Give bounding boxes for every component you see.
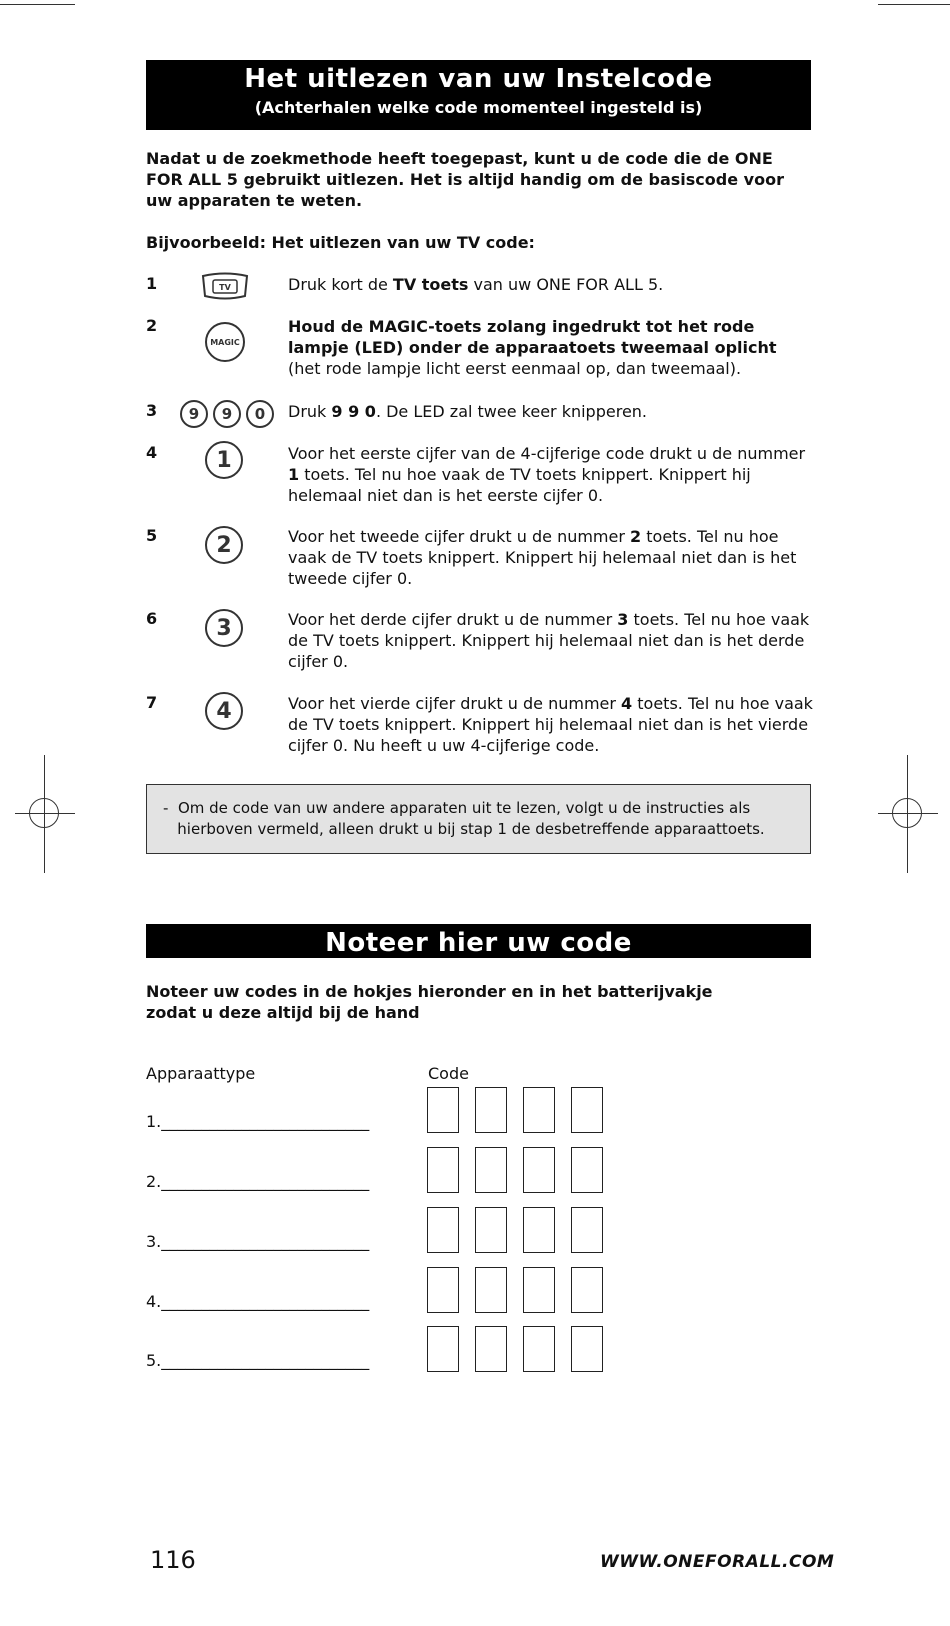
step-text: Houd de MAGIC-toets zolang ingedrukt tot het rode lampje (LED) onder de apparaatoets tweemaal oplicht (het rode lampje licht eerst eenmaal op, dan tweemaal). — [288, 317, 777, 378]
step-text: Voor het vierde cijfer drukt u de nummer 4 toets. Tel nu hoe vaak de TV toets knippert. Knippert hij helemaal niet dan is het vierde cijfer 0. Nu heeft u uw 4-cijferige code. — [288, 694, 813, 755]
digit-3-button-icon: 3 — [205, 609, 243, 647]
device-line: 3.__________________________ — [146, 1232, 370, 1251]
step-text: Voor het eerste cijfer van de 4-cijferige code drukt u de nummer 1 toets. Tel nu hoe vaak de TV toets knippert. Knippert hij helemaal niet dan is het eerste cijfer 0. — [288, 444, 806, 505]
code-digit-box[interactable] — [475, 1087, 507, 1133]
step-number: 2 — [146, 316, 158, 335]
example-heading: Bijvoorbeeld: Het uitlezen van uw TV code: — [146, 233, 535, 252]
step-number: 3 — [146, 401, 158, 420]
registration-circle — [29, 798, 59, 828]
page-number: 116 — [150, 1546, 196, 1574]
section-header — [146, 60, 811, 130]
device-type-heading: Apparaattype — [146, 1064, 256, 1083]
step-number: 6 — [146, 609, 158, 628]
code-heading: Code — [428, 1064, 469, 1083]
record-intro: Noteer uw codes in de hokjes hieronder en in het batterijvakje zodat u deze altijd bij de hand — [146, 982, 713, 1022]
digit-9-button-icon: 9 — [180, 400, 208, 428]
code-digit-box[interactable] — [475, 1326, 507, 1372]
device-line: 4.__________________________ — [146, 1292, 370, 1311]
crop-mark — [0, 4, 75, 5]
step-number: 7 — [146, 693, 158, 712]
digit-2-button-icon: 2 — [205, 526, 243, 564]
code-digit-box[interactable] — [427, 1207, 459, 1253]
digit-9-button-icon: 9 — [213, 400, 241, 428]
section-subtitle: (Achterhalen welke code momenteel ingesteld is) — [254, 98, 703, 117]
code-digit-box[interactable] — [475, 1147, 507, 1193]
code-digit-box[interactable] — [571, 1087, 603, 1133]
crop-mark — [878, 4, 950, 5]
digit-4-button-icon: 4 — [205, 692, 243, 730]
section-header — [146, 924, 811, 958]
code-digit-box[interactable] — [571, 1207, 603, 1253]
step-number: 5 — [146, 526, 158, 545]
device-line: 1.__________________________ — [146, 1112, 370, 1131]
intro-paragraph: Nadat u de zoekmethode heeft toegepast, kunt u de code die de ONE FOR ALL 5 gebruikt uitlezen. Het is altijd handig om de basiscode voor uw apparaten te weten. — [146, 149, 784, 210]
step-text: Voor het tweede cijfer drukt u de nummer 2 toets. Tel nu hoe vaak de TV toets knippert. Knippert hij helemaal niet dan is het tweede cijfer 0. — [288, 527, 797, 588]
section-title: Het uitlezen van uw Instelcode — [244, 64, 713, 94]
tv-button-icon — [200, 272, 250, 300]
code-digit-box[interactable] — [571, 1267, 603, 1313]
device-line: 5.__________________________ — [146, 1351, 370, 1370]
code-digit-box[interactable] — [571, 1326, 603, 1372]
code-digit-box[interactable] — [475, 1267, 507, 1313]
code-digit-box[interactable] — [523, 1267, 555, 1313]
step-text: Druk 9 9 0. De LED zal twee keer knipperen. — [288, 402, 648, 421]
code-digit-box[interactable] — [427, 1087, 459, 1133]
website-url: WWW.ONEFORALL.COM — [600, 1552, 835, 1572]
code-digit-box[interactable] — [427, 1326, 459, 1372]
step-text: Voor het derde cijfer drukt u de nummer 3 toets. Tel nu hoe vaak de TV toets knippert. Knippert hij helemaal niet dan is het derde cijfer 0. — [288, 610, 810, 671]
digit-1-button-icon: 1 — [205, 441, 243, 479]
note-box: - Om de code van uw andere apparaten uit te lezen, volgt u de instructies als hierboven vermeld, alleen drukt u bij stap 1 de desbetreffende apparaattoets. — [146, 784, 811, 854]
code-digit-box[interactable] — [475, 1207, 507, 1253]
code-digit-box[interactable] — [523, 1087, 555, 1133]
digit-0-button-icon: 0 — [246, 400, 274, 428]
step-number: 1 — [146, 274, 158, 293]
magic-button-icon — [205, 322, 245, 362]
code-digit-box[interactable] — [523, 1147, 555, 1193]
device-line: 2.__________________________ — [146, 1172, 370, 1191]
registration-circle — [892, 798, 922, 828]
step-text: Druk kort de TV toets van uw ONE FOR ALL 5. — [288, 275, 664, 294]
tv-icon-label: TV — [219, 283, 231, 292]
code-digit-box[interactable] — [427, 1267, 459, 1313]
magic-icon-label: MAGIC — [210, 337, 240, 347]
step-number: 4 — [146, 443, 158, 462]
code-digit-box[interactable] — [427, 1147, 459, 1193]
code-digit-box[interactable] — [523, 1207, 555, 1253]
code-digit-box[interactable] — [523, 1326, 555, 1372]
section-title: Noteer hier uw code — [325, 928, 632, 958]
code-digit-box[interactable] — [571, 1147, 603, 1193]
